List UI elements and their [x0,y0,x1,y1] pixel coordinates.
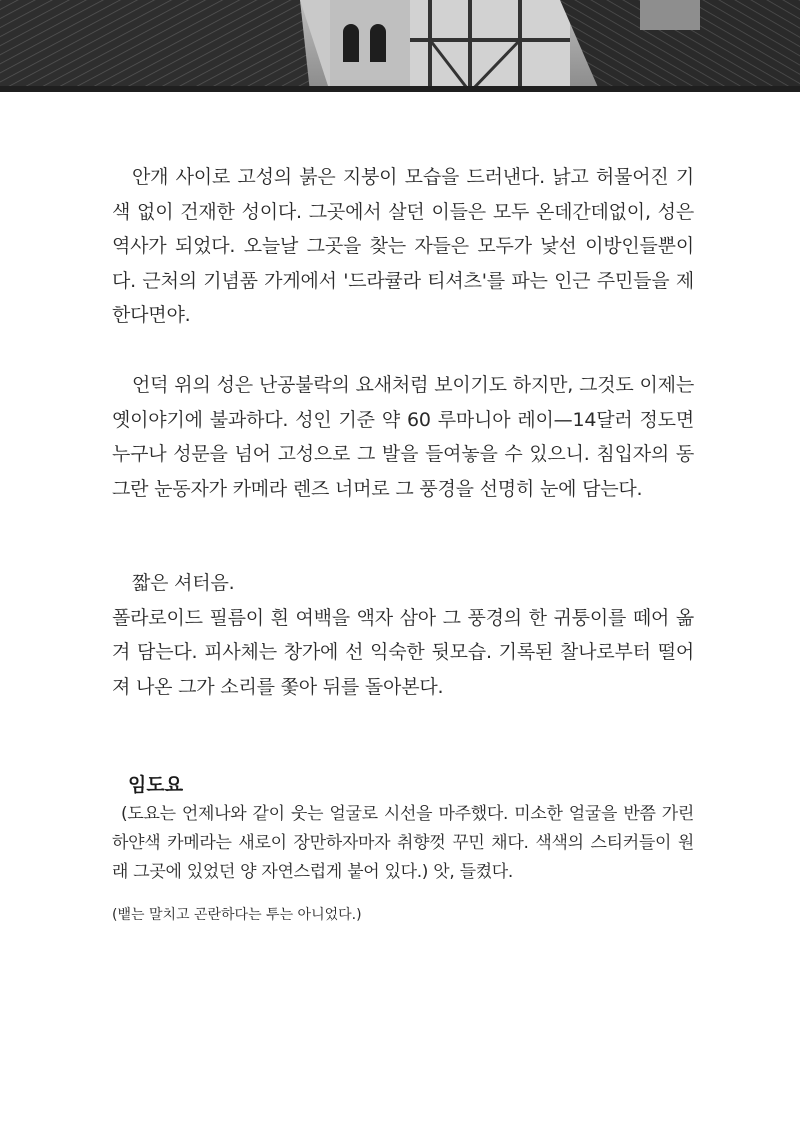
header-banner-image [0,0,800,92]
paragraph-2-text: 언덕 위의 성은 난공불락의 요새처럼 보이기도 하지만, 그것도 이제는 옛이야기에 불과하다. 성인 기준 약 60 루마니아 레이—14달러 정도면 누구나 성문을 넘어 고성으로 그 발을 들여놓을 수 있으니. 침입자의 동그란 눈동자가 카메라 렌즈 너머로 그 풍경을 선명히 눈에 담는다. [112,374,694,500]
dialogue-block [112,800,694,887]
paragraph-3-text: 폴라로이드 필름이 흰 여백을 액자 삼아 그 풍경의 한 귀퉁이를 떼어 옮겨 담는다. 피사체는 창가에 선 익숙한 뒷모습. 기록된 찰나로부터 떨어져 나온 그가 소리를 쫓아 뒤를 돌아본다. [112,606,694,698]
speaker-name: 임도요 [128,774,184,796]
paragraph-3-shutter-text: 짧은 셔터음. [132,572,235,594]
paragraph-1-text: 안개 사이로 고성의 붉은 지붕이 모습을 드러낸다. 낡고 허물어진 기색 없이 건재한 성이다. 그곳에서 살던 이들은 모두 온데간데없이, 성은 역사가 되었다. 오늘날 그곳을 찾는 자들은 모두가 낯선 이방인들뿐이다. 근처의 기념품 가게에서 '드라큘라 티셔츠'를 파는 인근 주민들을 제한다면야. [112,166,694,326]
paragraph-2 [112,368,694,506]
dialogue-aside: (뱉는 말치고 곤란하다는 투는 아니었다.) [112,907,362,923]
dialogue-line: (도요는 언제나와 같이 웃는 얼굴로 시선을 마주했다. 미소한 얼굴을 반쯤 가린 하얀색 카메라는 새로이 장만하자마자 취향껏 꾸민 채다. 색색의 스티커들이 원래 그곳에 있었던 양 자연스럽게 붙어 있다.) 앗, 들켰다. [112,804,694,882]
castle-photo-icon [0,0,800,92]
paragraph-3 [112,566,694,704]
paragraph-1 [112,160,694,333]
